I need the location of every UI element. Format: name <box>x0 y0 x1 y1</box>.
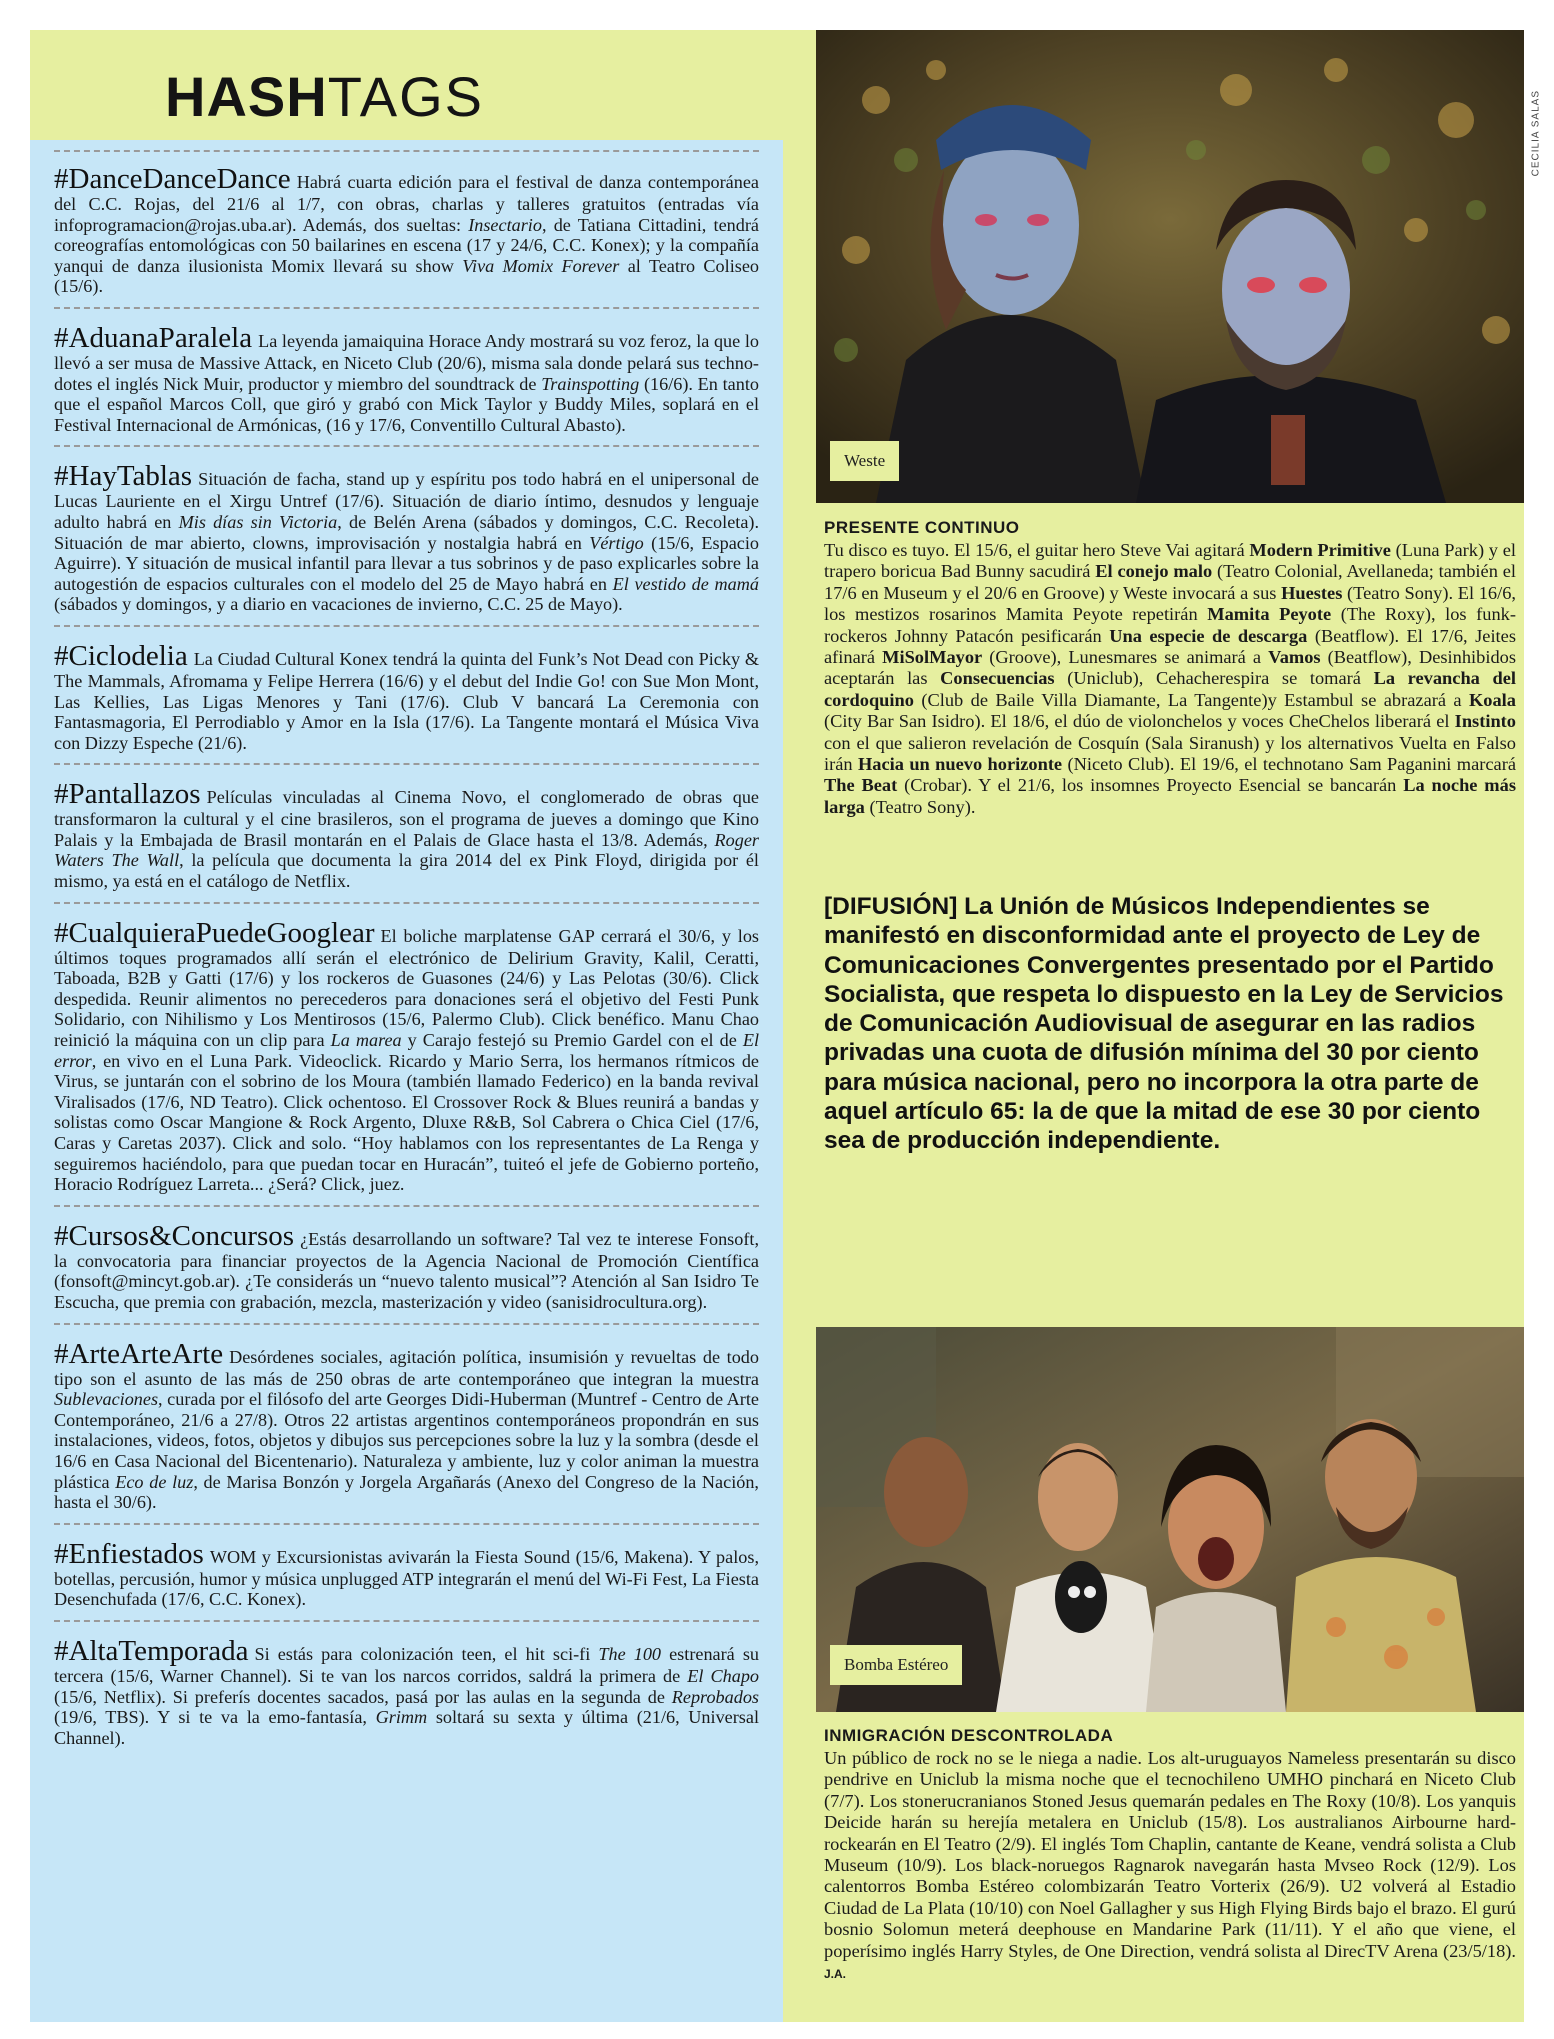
bold-title: MiSolMayor <box>882 647 983 668</box>
text-run: (Teatro Colonial, Avellaneda; también el 17/6 en Museum y el 20/6 en Groove) y Weste invocará a sus <box>824 561 1516 603</box>
italic-title: Grimm <box>375 1707 428 1728</box>
italic-title: La marea <box>330 1030 402 1051</box>
text-run: (City Bar San Isidro). El 18/6, el dúo de violonchelos y voces CheChelos liberará el <box>824 711 1455 732</box>
bold-title: The Beat <box>824 775 898 796</box>
text-run: La Ciudad Cultural Konex tendrá la quinta del Funk’s Not Dead con Picky & The Mammals, Afromama y Felipe Herrera (16/6) y el debut del Indie Go! con Sue Mon Mont, Las Kellies, Las Ligas Menores y Tani (17/6). Club V bancará La Ceremonia con Fantasmagoria, El Perrodiablo y Amor en la Isla (17/6). La Tangente montará el Música Viva con Dizzy Espeche (21/6). <box>54 648 759 753</box>
text-run: Películas vinculadas al Cinema Novo, el conglomerado de obras que transformaron la cultural y el cine brasileros, son el programa de jueves a domingo que Kino Palais y la Embajada de Brasil montarán en el Palais de Glace hasta el 13/8. Además, <box>54 787 759 850</box>
hashtag-heading: #Enfiestados <box>54 1537 204 1570</box>
photo-weste <box>816 30 1541 503</box>
text-run: (Teatro Sony). <box>864 796 976 817</box>
text-run: con el que salieron revelación de Cosquín (Sala Siranush) y los alternativos Vuelta en Falso irán <box>824 732 1516 775</box>
presente-continuo-section <box>816 518 1524 818</box>
text-run: La leyenda jamaiquina Horace Andy mostrará su voz feroz, la que lo llevó a ser musa de Massive Attack, en Niceto Club (20/6), misma sala donde pelará sus techno-dotes el inglés Nick Muir, productor y miembro del soundtrack de <box>54 330 759 394</box>
text-run: (Teatro Sony). El 16/6, los mestizos rosarinos Mamita Peyote repetirán <box>824 582 1517 625</box>
text-run: (Niceto Club). El 19/6, el technotano Sam Paganini marcará <box>1062 754 1516 775</box>
italic-title: Roger Waters The Wall <box>54 829 759 871</box>
bold-title: La noche más larga <box>824 775 1516 817</box>
text-run: (Crobar). Y el 21/6, los insomnes Proyecto Esencial se bancarán <box>897 775 1404 796</box>
hashtag-heading: #Ciclodelia <box>54 639 188 672</box>
italic-title: El Chapo <box>687 1665 760 1686</box>
italic-title: The 100 <box>598 1643 662 1664</box>
photo-caption-weste: Weste <box>830 441 899 481</box>
hashtag-entry <box>54 307 759 445</box>
italic-title: Reprobados <box>671 1686 759 1707</box>
italic-title: Sublevaciones <box>54 1389 159 1410</box>
presente-continuo-title: PRESENTE CONTINUO <box>824 518 1020 537</box>
text-run: WOM y Excursionistas avivarán la Fiesta Sound (15/6, Makena). Y palos, botellas, percusión, humor y música unplugged ATP integrarán el menú del Wi-Fi Fest, La Fiesta Desenchufada (17/6, C.C. Konex). <box>54 1546 759 1610</box>
text-run: (Beatflow), Desinhibidos aceptarán las <box>824 647 1517 689</box>
text-run: , en vivo en el Luna Park. Videoclick. Ricardo y Mario Serra, los hermanos rítmicos de Virus, se juntarán con el sobrino de los Moura (también llamado Federico) en la banda revival Viralisados (17/6, ND Teatro). Click ochentoso. El Crossover Rock & Blues reunirá a bandas y solistas como Oscar Mangione & Rock Argento, Dluxe R&B, Sol Cabrera o Chica Ciel (17/6, Caras y Caretas 2037). Click and solo. “Hoy hablamos con los representantes de La Renga y seguiremos haciéndolo, para que puedan tocar en Huracán”, tuiteó el jefe de Gobierno porteño, Horacio Rodríguez Larreta... ¿Será? Click, juez. <box>54 1050 759 1195</box>
hashtag-entry <box>54 150 759 307</box>
text-run: , de Marisa Bonzón y Jorgela Argañarás (Anexo del Congreso de la Nación, hasta el 30/6). <box>54 1471 759 1513</box>
hashtag-heading: #HayTablas <box>54 460 193 493</box>
text-run: (15/6, Espacio Aguirre). Y situación de musical infantil para llevar a tus sobrinos y de paso explicarles sobre la autogestión de espacios culturales con el modelo del 25 de Mayo habrá en <box>54 532 760 594</box>
text-run: ¿Estás desarrollando un software? Tal vez te interese Fonsoft, la convocatoria para financiar proyectos de la Agencia Nacional de Promoción Científica (fonsoft@mincyt.gob.ar). ¿Te considerás un “nuevo talento musical”? Atención al San Isidro Te Escucha, que premia con grabación, mezcla, masterización y video (sanisidrocultura.org). <box>54 1228 759 1312</box>
text-run: (Luna Park) y el trapero boricua Bad Bunny sacudirá <box>824 540 1516 582</box>
bold-title: La revancha del cordoquino <box>824 668 1517 710</box>
text-run: Desórdenes sociales, agitación política, insumisión y revueltas de todo tipo son el asunto de las más de 250 obras de arte contemporáneo que integran la muestra <box>54 1346 759 1389</box>
text-run: estrenará su tercera (15/6, Warner Channel). Si te van los narcos corridos, saldrá la primera de <box>54 1643 759 1686</box>
text-run: Si estás para colonización teen, el hit sci-fi <box>254 1643 599 1664</box>
text-run: (15/6, Netflix). Si preferís docentes sacados, pasá por las aulas en la segunda de <box>54 1686 672 1707</box>
text-run: (Club de Baile Villa Diamante, La Tangente)y Estambul se abrazará a <box>913 689 1469 710</box>
weste-photo-illustration <box>816 30 1524 503</box>
hashtag-entry <box>54 763 759 901</box>
magazine-page <box>30 30 1541 2022</box>
hashtag-entry <box>54 1523 759 1620</box>
presente-continuo-body <box>824 540 1516 818</box>
text-run: (sábados y domingos, y a diario en vacaciones de invierno, C.C. 25 de Mayo). <box>54 594 623 615</box>
bold-title: Una especie de descarga <box>1109 625 1308 646</box>
text-run: (Groove), Lunesmares se animará a <box>982 647 1269 668</box>
inmigracion-title: INMIGRACIÓN DESCONTROLADA <box>824 1726 1114 1745</box>
hashtags-column <box>30 140 783 2022</box>
italic-title: Insectario <box>468 214 542 235</box>
hashtag-entry <box>54 1323 759 1523</box>
text-run: (16/6). En tanto que el español Marcos Coll, que giró y grabó con Mick Taylor y Buddy Miles, soplará en el Festival Internacional de Armónicas, (16 y 17/6, Conventillo Cultural Abasto). <box>54 373 759 435</box>
hashtag-heading: #AltaTemporada <box>54 1634 249 1667</box>
text-run: (Beatflow). El 17/6, Jeites afinará <box>824 625 1516 668</box>
photo-bomba-estereo <box>816 1327 1524 1712</box>
italic-title: Vértigo <box>589 532 644 553</box>
text-run: Tu disco es tuyo. El 15/6, el guitar hero Steve Vai agitará <box>824 540 1250 560</box>
bold-title: Instinto <box>1454 711 1516 732</box>
text-run: soltará su sexta y última (21/6, Universal Channel). <box>54 1707 759 1748</box>
photo-caption-bomba-estereo: Bomba Estéreo <box>830 1645 962 1685</box>
inmigracion-section <box>816 1726 1524 1985</box>
bold-title: Vamos <box>1268 647 1321 668</box>
text-run: , de Belén Arena (sábados y domingos, C.C. Recoleta). Situación de mar abierto, clowns, improvisación y nostalgia habrá en <box>54 511 760 553</box>
italic-title: El vestido de mamá <box>612 573 759 594</box>
hashtag-heading: #Cursos&Concursos <box>54 1219 295 1252</box>
hashtag-heading: #DanceDanceDance <box>54 163 291 195</box>
text-run: , la película que documenta la gira 2014 del ex Pink Floyd, dirigida por él mismo, ya está en el catálogo de Netflix. <box>54 850 759 892</box>
inmigracion-body: Un público de rock no se le niega a nadie. Los alt-uruguayos Nameless presentarán su disco pendrive en Uniclub la misma noche que el tecnochileno UMHO pinchará en Niceto Club (7/7). Los stonerucranianos Stoned Jesus quemarán pedales en The Roxy (10/8). Los yanquis Deicide harán su herejía metalera en Uniclub (15/8). Los australianos Airbourne hard-rockearán en El Teatro (2/9). El inglés Tom Chaplin, cantante de Keane, vendrá solista a Club Museum (10/9). Los black-noruegos Ragnarok navegarán hasta Mvseo Rock (12/9). Los calentorros Bomba Estéreo colombizarán Teatro Vorterix (26/9). U2 volverá al Estadio Ciudad de La Plata (10/10) con Noel Gallagher y sus High Flying Birds bajo el brazo. El gurú bosnio Solomun meterá deephouse en Mandarine Park (11/11). Y el año que viene, el poperísimo inglés Harry Styles, de One Direction, vendrá solista al DirecTV Arena (23/5/18). J.A. <box>824 1748 1516 1982</box>
section-masthead: HASHTAGS <box>165 65 484 128</box>
text-run: , de Tatiana Cittadini, tendrá coreografías entomológicas con 50 bailarines en escena (17 y 24/6, C.C. Konex); y la compañía yanqui de danza ilusionista Momix llevará su show <box>54 214 759 276</box>
photo-credit: CECILIA SALAS <box>1530 90 1541 177</box>
hashtag-heading: #Pantallazos <box>54 778 201 811</box>
text-run: El boliche marplatense GAP cerrará el 30/6, y los últimos toques programados allí serán el electrónico de Delirium Gravity, Kalil, Ceratti, Taboada, B2B y Gatti (17/6) y los rockeros de Guasones (24/6) y Las Pelotas (30/6). Click despedida. Reunir alimentos no perecederos para donaciones será el objetivo del Festi Punk Solidario, con Nihilismo y Los Mentirosos (15/6, Palermo Club). Click benéfico. Manu Chao reinició la máquina con un clip para <box>54 925 759 1051</box>
italic-title: Trainspotting <box>541 373 640 394</box>
text-run: , curada por el filósofo del arte Georges Didi-Huberman (Muntref - Centro de Arte Contemporáneo, 21/6 a 27/8). Otros 22 artistas argentinos contemporáneos propondrán en sus instalaciones, videos, fotos, objetos y dibujos sus percepciones sobre la luz y la sombra (desde el 16/6 en Casa Nacional del Bicentenario). Naturaleza y ambiente, luz y color animan la muestra plástica <box>54 1389 759 1492</box>
difusion-callout: [DIFUSIÓN] La Unión de Músicos Independientes se manifestó en disconformidad ante el proyecto de Ley de Comunicaciones Convergentes presentado por el Partido Socialista, que respeta lo dispuesto en la Ley de Servicios de Comunicación Audiovisual de asegurar en las radios privadas una cuota de difusión mínima del 30 por ciento para música nacional, pero no incorpora la otra parte de aquel artículo 65: la de que la mitad de ese 30 por ciento sea de producción independiente. <box>824 893 1504 1155</box>
text-run: (19/6, TBS). Y si te va la emo-fantasía, <box>54 1707 376 1728</box>
italic-title: Eco de luz <box>115 1471 194 1492</box>
text-run: y Carajo festejó su Premio Gardel con el de <box>401 1030 743 1051</box>
bold-title: Huestes <box>1281 582 1343 603</box>
author-signature: J.A. <box>824 1967 847 1982</box>
hashtag-entry <box>54 625 759 763</box>
text-run: Situación de facha, stand up y espíritu pos todo habrá en el unipersonal de Lucas Lauriente en el Xirgu Untref (17/6). Situación de diario íntimo, desnudos y lenguaje adulto habrá en <box>54 469 759 532</box>
italic-title: Viva Momix Forever <box>462 255 620 276</box>
text-run: al Teatro Coliseo (15/6). <box>54 255 759 297</box>
bold-title: El conejo malo <box>1095 561 1213 582</box>
bold-title: Consecuencias <box>940 668 1055 689</box>
italic-title: El error <box>54 1030 759 1071</box>
italic-title: Mis días sin Victoria <box>178 511 338 532</box>
bold-title: Koala <box>1468 689 1516 710</box>
hashtag-heading: #AduanaParalela <box>54 321 253 354</box>
bold-title: Hacia un nuevo horizonte <box>857 754 1063 775</box>
hashtag-entry <box>54 445 759 625</box>
hashtag-heading: #ArteArteArte <box>54 1337 224 1370</box>
hashtag-entry <box>54 902 759 1205</box>
text-run: Habrá cuarta edición para el festival de danza contemporánea del C.C. Rojas, del 21/6 al 1/7, con obras, charlas y talleres gratuitos (entradas vía infoprogramacion@rojas.uba.ar). Además, dos sueltas: <box>54 172 759 235</box>
bold-title: Mamita Peyote <box>1207 604 1332 625</box>
text-run: (Uniclub), Cehacherespira se tomará <box>1054 668 1374 689</box>
bold-title: Modern Primitive <box>1249 540 1391 560</box>
hashtag-entry <box>54 1205 759 1323</box>
hashtag-entry <box>54 1620 759 1758</box>
hashtag-heading: #CualquieraPuedeGooglear <box>54 916 375 949</box>
text-run: (The Roxy), los funk-rockeros Johnny Patacón pesificarán <box>824 604 1516 646</box>
